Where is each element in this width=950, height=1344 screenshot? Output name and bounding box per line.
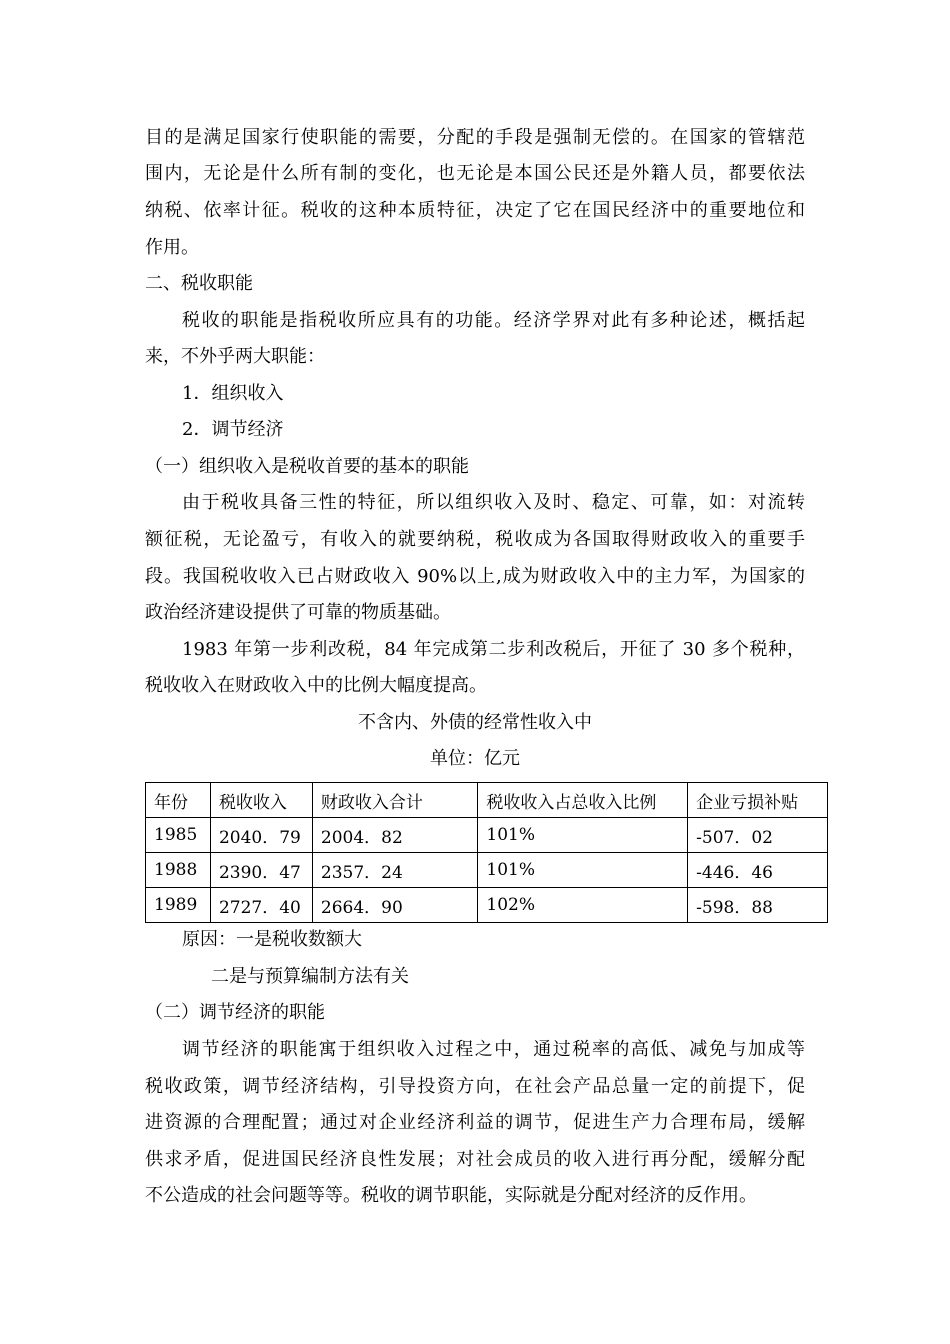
paragraph-line: 作用。 [145, 237, 199, 258]
header-cell: 税收收入 [210, 783, 312, 818]
table-cell: 1988 [146, 853, 211, 888]
table-cell: 2004．82 [312, 818, 478, 853]
paragraph-line: 政治经济建设提供了可靠的物质基础。 [145, 602, 451, 623]
table-cell: 1989 [146, 888, 211, 923]
header-cell: 年份 [146, 783, 211, 818]
paragraph-line: 税收收入在财政收入中的比例大幅度提高。 [145, 675, 487, 696]
paragraph-line: 调节经济的职能寓于组织收入过程之中，通过税率的高低、减免与加成等 [182, 1039, 805, 1060]
paragraph-line: 纳税、依率计征。税收的这种本质特征，决定了它在国民经济中的重要地位和 [145, 200, 805, 221]
paragraph-line: 1983 年第一步利改税，84 年完成第二步利改税后，开征了 30 多个税种， [182, 639, 805, 660]
list-item: 2．调节经济 [182, 419, 284, 440]
header-cell: 企业亏损补贴 [688, 783, 828, 818]
paragraph-line: 围内，无论是什么所有制的变化，也无论是本国公民还是外籍人员，都要依法 [145, 163, 805, 184]
paragraph-line: 进资源的合理配置；通过对企业经济利益的调节，促进生产力合理布局，缓解 [145, 1112, 805, 1133]
paragraph-line: 来，不外乎两大职能： [145, 346, 325, 367]
table-title: 不含内、外债的经常性收入中 [358, 712, 592, 733]
list-item: 1．组织收入 [182, 383, 284, 404]
revenue-table [145, 782, 828, 923]
table-header-row [146, 783, 828, 818]
table-unit: 单位：亿元 [430, 748, 520, 769]
table-cell: 2040．79 [210, 818, 312, 853]
paragraph-line: 由于税收具备三性的特征，所以组织收入及时、稳定、可靠，如：对流转 [182, 492, 805, 513]
table-cell: 2357．24 [312, 853, 478, 888]
table-row [146, 888, 828, 923]
header-cell: 财政收入合计 [312, 783, 478, 818]
table-cell: 1985 [146, 818, 211, 853]
reason-line: 原因：一是税收数额大 [182, 929, 362, 950]
subsection-heading: （一）组织收入是税收首要的基本的职能 [145, 456, 469, 477]
paragraph-line: 段。我国税收收入已占财政收入 90%以上,成为财政收入中的主力军，为国家的 [145, 566, 805, 587]
paragraph-line: 供求矛盾，促进国民经济良性发展；对社会成员的收入进行再分配，缓解分配 [145, 1149, 805, 1170]
reason-line: 二是与预算编制方法有关 [211, 966, 409, 987]
table-cell: 101% [478, 853, 688, 888]
paragraph-line: 目的是满足国家行使职能的需要，分配的手段是强制无偿的。在国家的管辖范 [145, 127, 805, 148]
table-cell: -507．02 [688, 818, 828, 853]
table-cell: 2390．47 [210, 853, 312, 888]
table-cell: -446．46 [688, 853, 828, 888]
table-cell: 2727．40 [210, 888, 312, 923]
paragraph-line: 税收政策，调节经济结构，引导投资方向，在社会产品总量一定的前提下，促 [145, 1076, 805, 1097]
table-cell: 101% [478, 818, 688, 853]
table-row [146, 853, 828, 888]
subsection-heading: （二）调节经济的职能 [145, 1002, 325, 1023]
paragraph-line: 税收的职能是指税收所应具有的功能。经济学界对此有多种论述，概括起 [182, 310, 805, 331]
paragraph-line: 不公造成的社会问题等等。税收的调节职能，实际就是分配对经济的反作用。 [145, 1185, 757, 1206]
table-cell: 2664．90 [312, 888, 478, 923]
header-cell: 税收收入占总收入比例 [478, 783, 688, 818]
paragraph-line: 额征税，无论盈亏，有收入的就要纳税，税收成为各国取得财政收入的重要手 [145, 529, 805, 550]
table-row [146, 818, 828, 853]
table-cell: -598．88 [688, 888, 828, 923]
section-heading: 二、税收职能 [145, 273, 253, 294]
table-cell: 102% [478, 888, 688, 923]
